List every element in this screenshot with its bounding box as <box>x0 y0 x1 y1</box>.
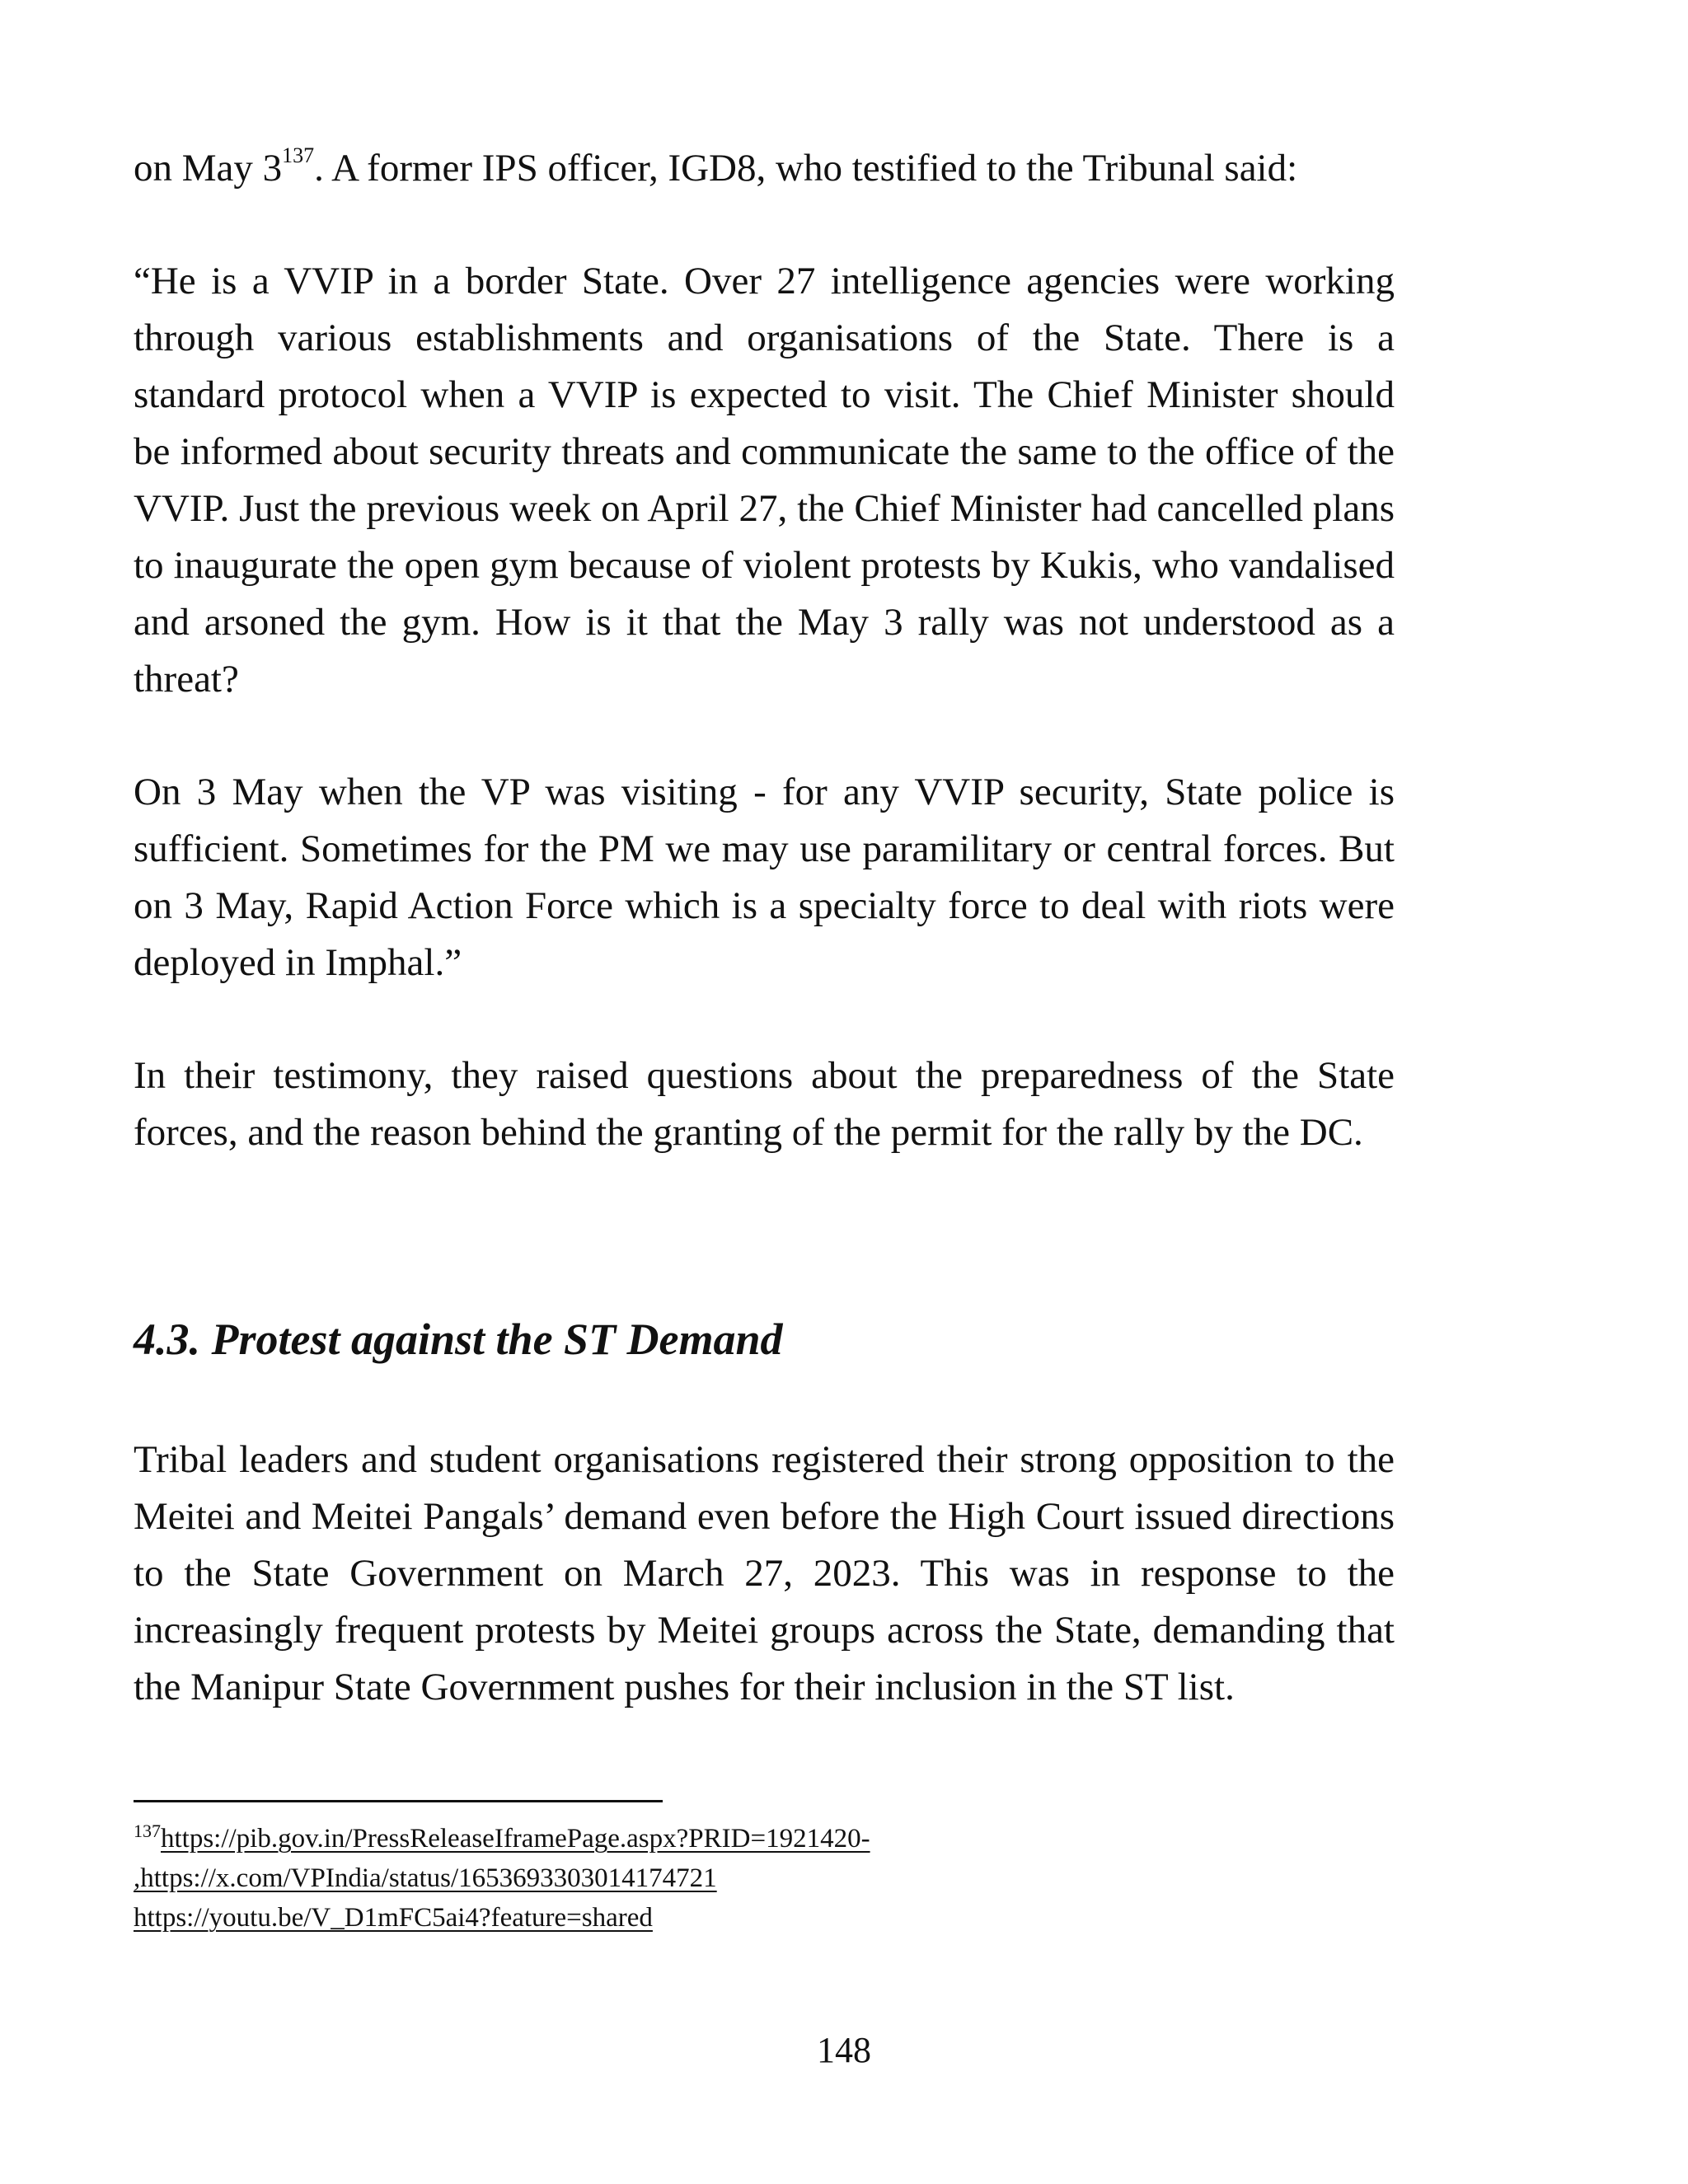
footnote-reference[interactable]: 137 <box>282 143 315 167</box>
footnote-link-pib[interactable]: https://pib.gov.in/PressReleaseIframePage.aspx?PRID=1921420- <box>161 1824 870 1854</box>
intro-lead: on May 3 <box>134 147 283 190</box>
page-body <box>134 140 1395 1161</box>
quote-paragraph-1: “He is a VVIP in a border State. Over 27 intelligence agencies were working through various establishments and organisations of the State. There is a standard protocol when a VVIP is expected to visit. The Chief Minister should be informed about security threats and communicate the same to the office of the VVIP. Just the previous week on April 27, the Chief Minister had cancelled plans to inaugurate the open gym because of violent protests by Kukis, who vandalised and arsoned the gym. How is it that the May 3 rally was not understood as a threat? <box>134 260 1395 701</box>
footnote-line-1 <box>134 1819 1395 1858</box>
footnote-link-youtube[interactable]: https://youtu.be/V_D1mFC5ai4?feature=shared <box>134 1903 653 1933</box>
intro-paragraph <box>134 140 1395 197</box>
footnote <box>134 1819 1395 1938</box>
section-heading: 4.3. Protest against the ST Demand <box>134 1315 783 1364</box>
footnote-link-x[interactable]: ,https://x.com/VPIndia/status/1653693303014174721 <box>134 1863 717 1893</box>
footnote-number: 137 <box>134 1821 161 1841</box>
footnote-line-2 <box>134 1858 1395 1898</box>
footnote-line-3 <box>134 1898 1395 1938</box>
intro-rest: . A former IPS officer, IGD8, who testified to the Tribunal said: <box>314 147 1298 190</box>
footnote-divider <box>134 1800 663 1802</box>
section-body <box>134 1432 1395 1716</box>
quote-paragraph-2: On 3 May when the VP was visiting - for any VVIP security, State police is sufficient. Sometimes for the PM we may use paramilitary or central forces. But on 3 May, Rapid Action Force which is a specialty force to deal with riots were deployed in Imphal.” <box>134 771 1395 984</box>
section-paragraph: Tribal leaders and student organisations registered their strong opposition to the Meitei and Meitei Pangals’ demand even before the High Court issued directions to the State Government on March 27, 2023. This was in response to the increasingly frequent protests by Meitei groups across the State, demanding that the Manipur State Government pushes for their inclusion in the ST list. <box>134 1438 1395 1708</box>
page-number: 148 <box>817 2030 871 2070</box>
testimony-paragraph: In their testimony, they raised questions about the preparedness of the State forces, and the reason behind the granting of the permit for the rally by the DC. <box>134 1054 1395 1154</box>
